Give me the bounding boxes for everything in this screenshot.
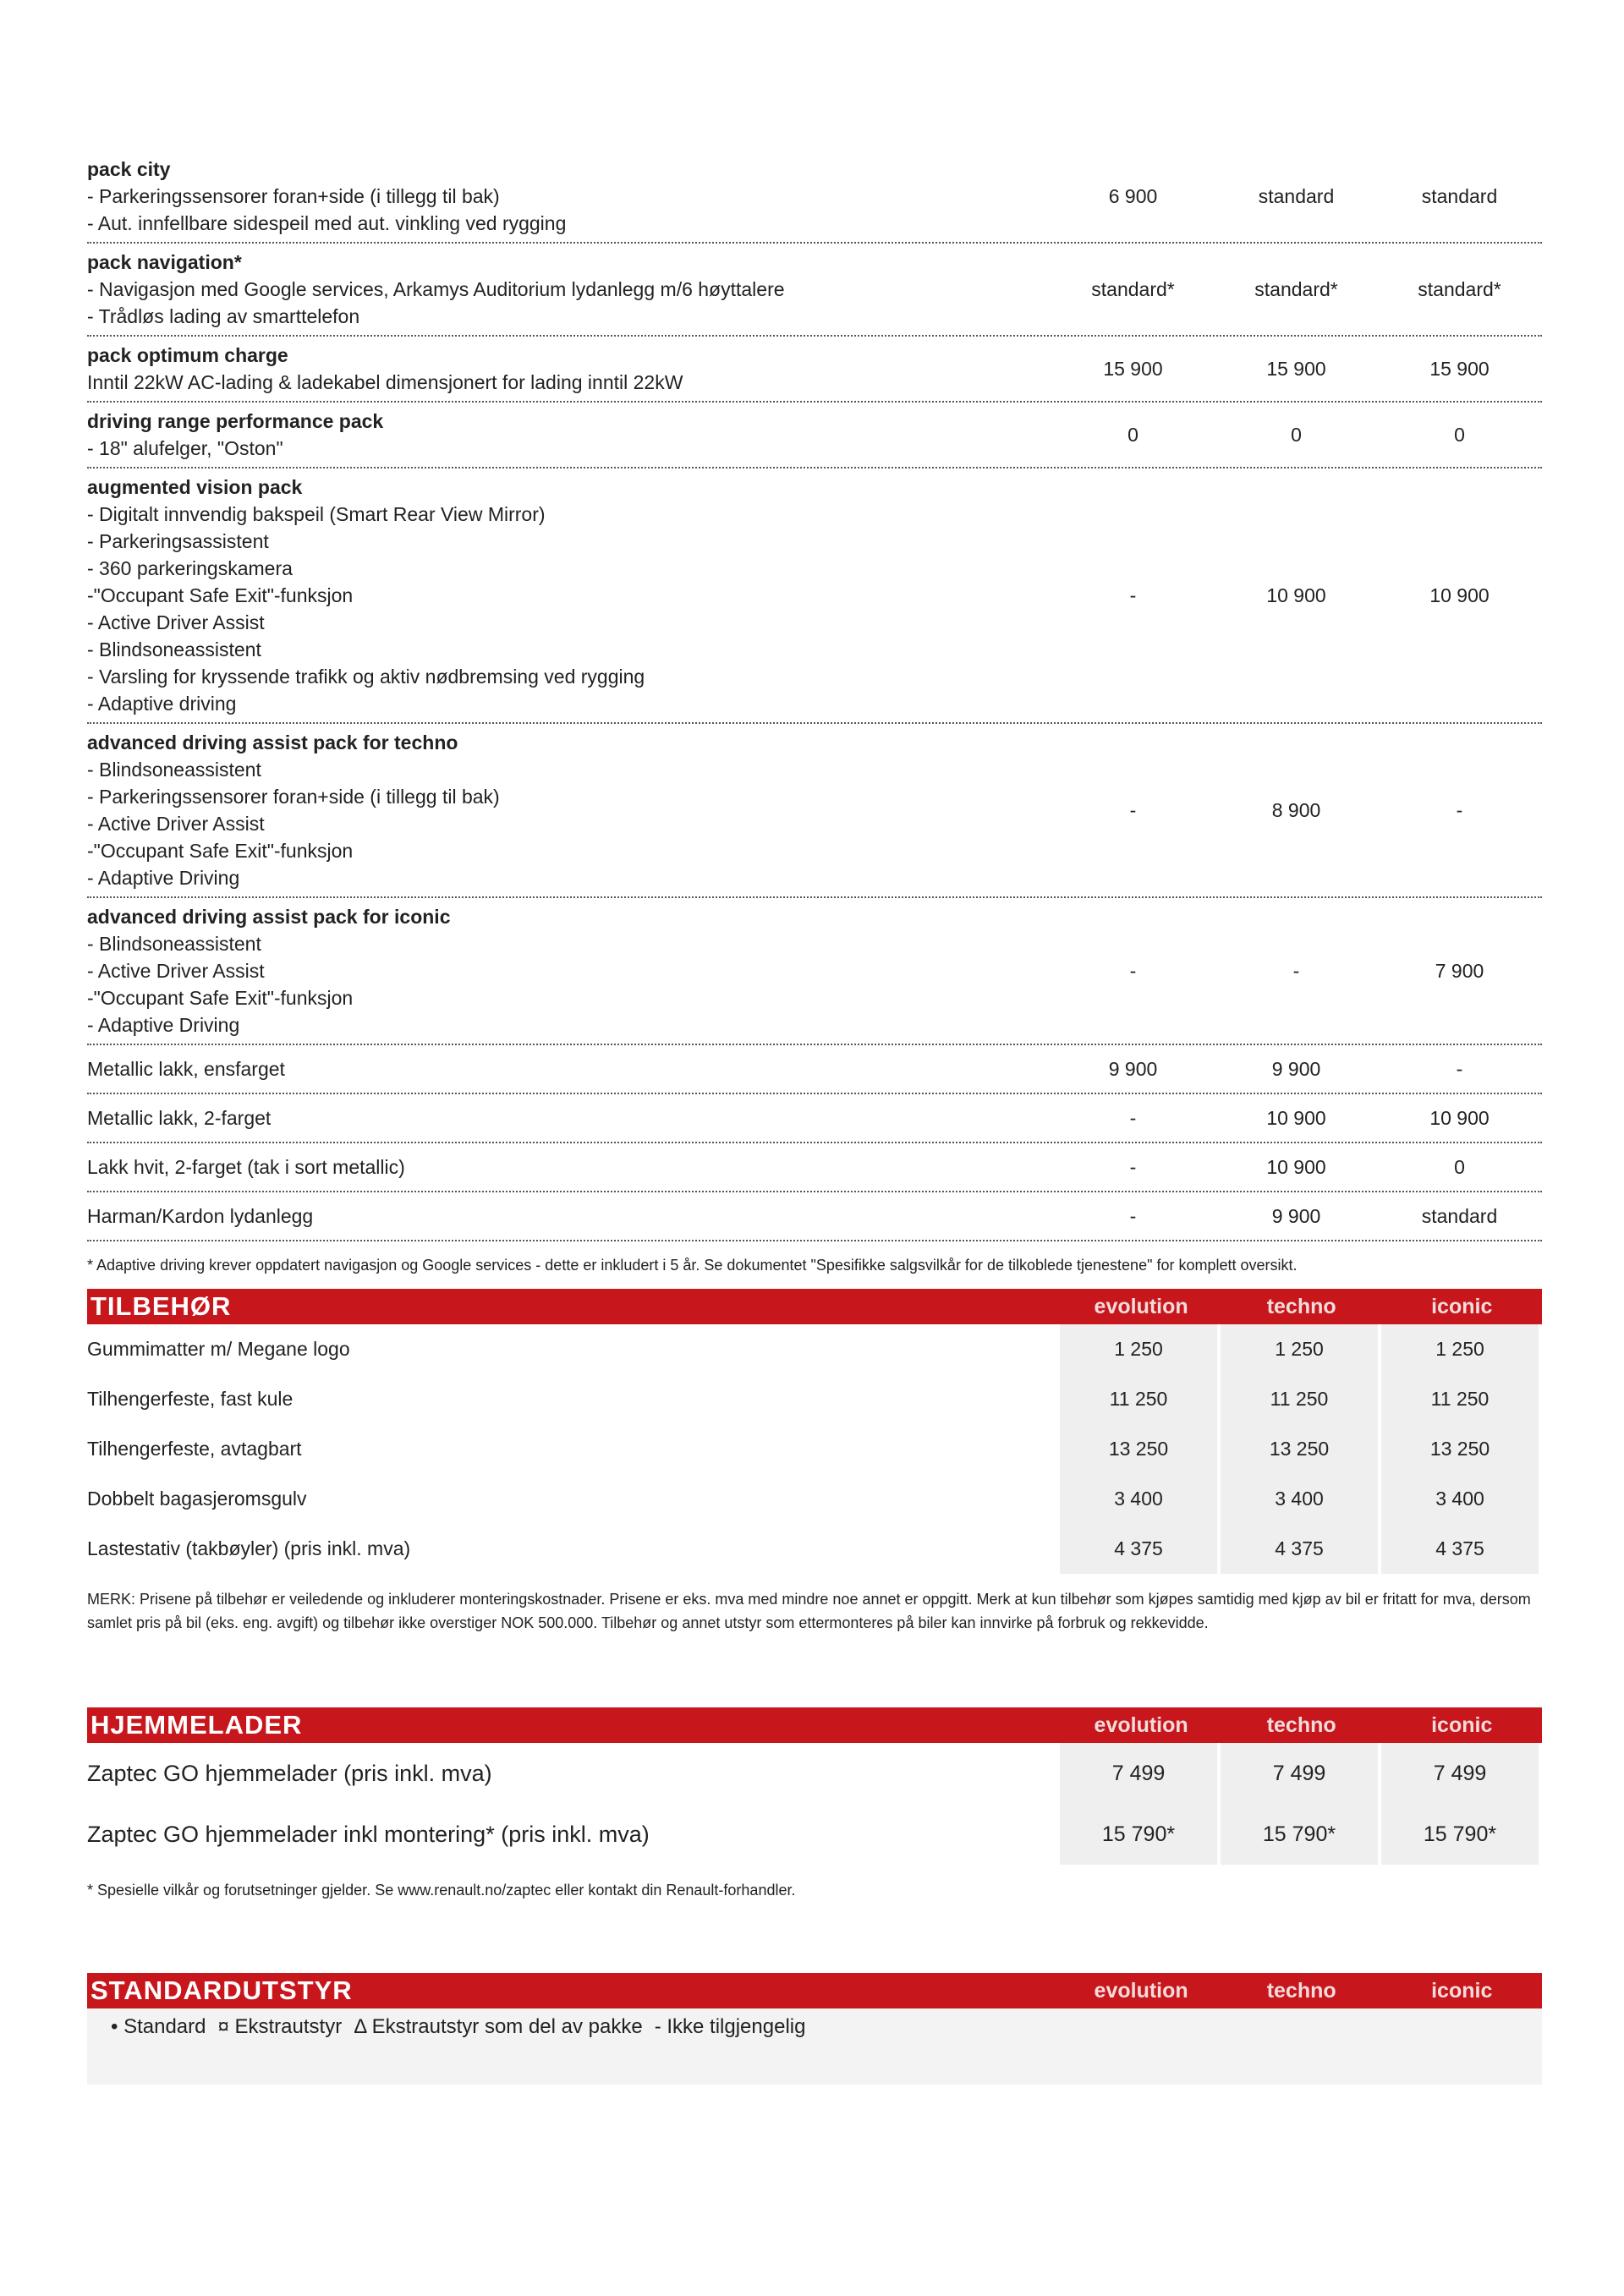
option-price: - xyxy=(1456,1057,1463,1080)
paint-options-table xyxy=(87,1045,1542,1241)
option-price: 7 900 xyxy=(1435,959,1484,982)
option-price: standard xyxy=(1258,184,1335,207)
tilbehor-note: MERK: Prisene på tilbehør er veiledende og inkluderer monteringskostnader. Prisene er eks. mva med mindre noe annet er oppgitt. Merk at kun tilbehør som kjøpes samtidig med kjøp av bil er fritatt for mva, dersom samlet pris på bil (eks. eng. avgift) og tilbehør ikke overstiger NOK 500.000. Tilbehør og annet utstyr som ettermonteres på biler kan innvirke på forbruk og rekkevidde. xyxy=(87,1591,1531,1631)
row-price: 13 250 xyxy=(1060,1424,1217,1474)
option-price: - xyxy=(1292,959,1300,982)
section-title: STANDARDUTSTYR xyxy=(91,1975,353,2005)
option-title: pack city xyxy=(87,158,171,180)
option-line: -"Occupant Safe Exit"-funksjon xyxy=(87,840,354,862)
option-description xyxy=(87,474,1051,717)
standardutstyr-header xyxy=(87,1973,1542,2008)
option-description xyxy=(87,903,1051,1038)
legend-box xyxy=(87,2008,1542,2085)
row-label: Zaptec GO hjemmelader (pris inkl. mva) xyxy=(87,1760,492,1786)
legend-pakke: Δ Ekstrautstyr som del av pakke xyxy=(354,2015,643,2038)
option-price: 9 900 xyxy=(1271,1057,1321,1080)
option-row xyxy=(87,898,1542,1045)
option-description xyxy=(87,156,1051,237)
option-price: standard xyxy=(1421,184,1498,207)
row-price: 4 375 xyxy=(1060,1524,1217,1574)
option-title: pack navigation* xyxy=(87,251,242,273)
row-label: Gummimatter m/ Megane logo xyxy=(87,1338,350,1360)
option-row xyxy=(87,1143,1542,1192)
option-label: Harman/Kardon lydanlegg xyxy=(87,1205,314,1227)
option-price: standard* xyxy=(1091,277,1175,300)
option-price: 15 900 xyxy=(1429,357,1490,380)
row-price: 13 250 xyxy=(1221,1424,1378,1474)
option-row xyxy=(87,469,1542,724)
option-price: 10 900 xyxy=(1266,584,1326,606)
option-title: pack optimum charge xyxy=(87,344,288,366)
row-price: 3 400 xyxy=(1381,1474,1539,1524)
option-line: - Parkeringssensorer foran+side (i tillegg til bak) xyxy=(87,786,500,808)
column-evolution: evolution xyxy=(1094,1978,1188,2003)
option-line: - Blindsoneassistent xyxy=(87,759,261,781)
option-label: Metallic lakk, 2-farget xyxy=(87,1107,272,1129)
column-iconic: iconic xyxy=(1431,1978,1493,2003)
row-label: Tilhengerfeste, avtagbart xyxy=(87,1438,302,1460)
table-row xyxy=(87,1374,1542,1424)
row-price: 3 400 xyxy=(1221,1474,1378,1524)
option-line: - Navigasjon med Google services, Arkamys Auditorium lydanlegg m/6 høyttalere xyxy=(87,278,785,300)
option-price: 15 900 xyxy=(1103,357,1163,380)
column-evolution: evolution xyxy=(1094,1712,1188,1737)
table-row xyxy=(87,1424,1542,1474)
option-line: - Varsling for kryssende trafikk og aktiv nødbremsing ved rygging xyxy=(87,666,645,688)
option-title: advanced driving assist pack for iconic xyxy=(87,906,451,928)
content xyxy=(87,151,1542,2085)
option-description xyxy=(87,342,1051,396)
legend xyxy=(111,2008,1542,2046)
option-price: 9 900 xyxy=(1271,1204,1321,1227)
row-price: 15 790* xyxy=(1221,1804,1378,1865)
row-price: 11 250 xyxy=(1221,1374,1378,1424)
row-price: 4 375 xyxy=(1221,1524,1378,1574)
option-line: - Active Driver Assist xyxy=(87,813,265,835)
option-label: Lakk hvit, 2-farget (tak i sort metallic) xyxy=(87,1156,405,1178)
option-title: advanced driving assist pack for techno xyxy=(87,732,458,753)
option-description xyxy=(87,249,1051,330)
option-row xyxy=(87,1045,1542,1094)
option-price: 0 xyxy=(1454,423,1465,446)
column-iconic: iconic xyxy=(1431,1712,1493,1737)
legend-ekstrautstyr: ¤ Ekstrautstyr xyxy=(217,2015,343,2038)
option-price: 0 xyxy=(1454,1155,1465,1178)
option-line: - Aut. innfellbare sidespeil med aut. vinkling ved rygging xyxy=(87,212,567,234)
hjemmelader-note: * Spesielle vilkår og forutsetninger gjelder. Se www.renault.no/zaptec eller kontakt din Renault-forhandler. xyxy=(87,1882,796,1899)
options-footnote: * Adaptive driving krever oppdatert navigasjon og Google services - dette er inkludert i 5 år. Se dokumentet "Spesifikke salgsvilkår for de tilkoblede tjenestene" for komplett oversikt. xyxy=(87,1257,1298,1274)
row-price: 11 250 xyxy=(1060,1374,1217,1424)
option-row xyxy=(87,403,1542,469)
option-price: 6 900 xyxy=(1108,184,1158,207)
row-price: 13 250 xyxy=(1381,1424,1539,1474)
legend-ikke-tilgjengelig: - Ikke tilgjengelig xyxy=(654,2015,806,2038)
option-price: - xyxy=(1129,798,1137,821)
option-price: 0 xyxy=(1291,423,1302,446)
option-line: - 360 parkeringskamera xyxy=(87,557,293,579)
option-price: 10 900 xyxy=(1429,1106,1490,1129)
tilbehor-table xyxy=(87,1324,1542,1574)
row-label: Zaptec GO hjemmelader inkl montering* (pris inkl. mva) xyxy=(87,1821,650,1847)
column-techno: techno xyxy=(1266,1294,1336,1318)
option-price: - xyxy=(1129,1155,1137,1178)
table-row xyxy=(87,1743,1542,1804)
option-price: 10 900 xyxy=(1429,584,1490,606)
option-price: 10 900 xyxy=(1266,1155,1326,1178)
row-price: 4 375 xyxy=(1381,1524,1539,1574)
option-price: - xyxy=(1129,959,1137,982)
section-title: TILBEHØR xyxy=(91,1291,232,1321)
column-iconic: iconic xyxy=(1431,1294,1493,1318)
row-price: 3 400 xyxy=(1060,1474,1217,1524)
column-techno: techno xyxy=(1266,1978,1336,2003)
option-row xyxy=(87,1192,1542,1241)
table-row xyxy=(87,1524,1542,1574)
row-price: 15 790* xyxy=(1381,1804,1539,1865)
option-line: - Parkeringsassistent xyxy=(87,530,269,552)
option-line: - Adaptive driving xyxy=(87,693,237,715)
option-line: - 18" alufelger, "Oston" xyxy=(87,437,283,459)
column-evolution: evolution xyxy=(1094,1294,1188,1318)
row-price: 1 250 xyxy=(1060,1324,1217,1374)
option-price: - xyxy=(1129,1106,1137,1129)
table-row xyxy=(87,1324,1542,1374)
option-price: - xyxy=(1129,584,1137,606)
option-row xyxy=(87,244,1542,337)
hjemmelader-header xyxy=(87,1707,1542,1743)
option-line: - Active Driver Assist xyxy=(87,611,265,633)
option-price: standard* xyxy=(1418,277,1501,300)
option-line: -"Occupant Safe Exit"-funksjon xyxy=(87,987,354,1009)
option-row xyxy=(87,337,1542,403)
option-price: - xyxy=(1129,1204,1137,1227)
table-row xyxy=(87,1804,1542,1865)
option-price: 0 xyxy=(1127,423,1138,446)
option-line: - Adaptive Driving xyxy=(87,1014,240,1036)
row-price: 7 499 xyxy=(1060,1743,1217,1804)
row-label: Tilhengerfeste, fast kule xyxy=(87,1388,294,1410)
section-title: HJEMMELADER xyxy=(91,1710,303,1740)
row-price: 7 499 xyxy=(1221,1743,1378,1804)
column-techno: techno xyxy=(1266,1712,1336,1737)
option-row xyxy=(87,1094,1542,1143)
options-table xyxy=(87,151,1542,1045)
row-price: 11 250 xyxy=(1381,1374,1539,1424)
option-price: 9 900 xyxy=(1108,1057,1158,1080)
row-label: Lastestativ (takbøyler) (pris inkl. mva) xyxy=(87,1537,411,1559)
option-price: 8 900 xyxy=(1271,798,1321,821)
option-line: - Blindsoneassistent xyxy=(87,933,261,955)
table-row xyxy=(87,1474,1542,1524)
option-description xyxy=(87,408,1051,462)
option-price: 15 900 xyxy=(1266,357,1326,380)
option-line: - Blindsoneassistent xyxy=(87,638,261,660)
legend-standard: • Standard xyxy=(111,2015,206,2038)
option-price: standard* xyxy=(1254,277,1338,300)
option-row xyxy=(87,724,1542,898)
option-line: - Active Driver Assist xyxy=(87,960,265,982)
option-price: 10 900 xyxy=(1266,1106,1326,1129)
option-line: - Trådløs lading av smarttelefon xyxy=(87,305,360,327)
row-price: 7 499 xyxy=(1381,1743,1539,1804)
option-line: - Adaptive Driving xyxy=(87,867,240,889)
option-line: - Digitalt innvendig bakspeil (Smart Rear View Mirror) xyxy=(87,503,546,525)
row-label: Dobbelt bagasjeromsgulv xyxy=(87,1488,307,1510)
row-price: 15 790* xyxy=(1060,1804,1217,1865)
option-price: - xyxy=(1456,798,1463,821)
option-title: driving range performance pack xyxy=(87,410,384,432)
option-description xyxy=(87,729,1051,891)
option-title: augmented vision pack xyxy=(87,476,303,498)
hjemmelader-table xyxy=(87,1743,1542,1865)
option-line: - Parkeringssensorer foran+side (i tillegg til bak) xyxy=(87,185,500,207)
option-label: Metallic lakk, ensfarget xyxy=(87,1058,285,1080)
tilbehor-header xyxy=(87,1289,1542,1324)
option-price: standard xyxy=(1421,1204,1498,1227)
row-price: 1 250 xyxy=(1221,1324,1378,1374)
option-row xyxy=(87,151,1542,244)
row-price: 1 250 xyxy=(1381,1324,1539,1374)
option-line: Inntil 22kW AC-lading & ladekabel dimensjonert for lading inntil 22kW xyxy=(87,371,683,393)
option-line: -"Occupant Safe Exit"-funksjon xyxy=(87,584,354,606)
